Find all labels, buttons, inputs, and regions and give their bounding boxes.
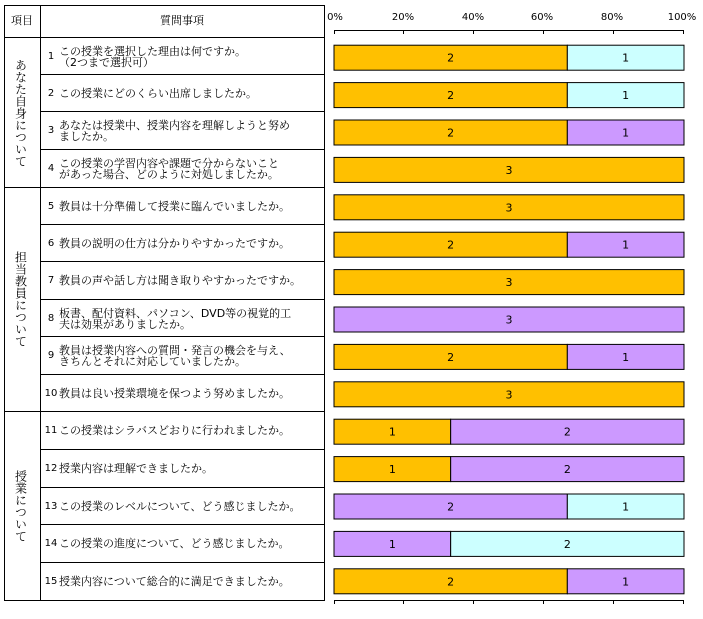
question-number: 2 <box>47 88 55 99</box>
x-tick-label: 20% <box>391 12 415 23</box>
bar-data-label-q2-1: 2 <box>447 89 455 103</box>
bar-data-label-q5-1: 3 <box>505 201 513 215</box>
bar-data-label-q13-1: 2 <box>447 500 455 514</box>
bar-data-label-q11-2: 2 <box>563 425 571 439</box>
bar-data-label-q6-2: 1 <box>622 238 630 252</box>
question-number: 11 <box>44 425 58 436</box>
question-number: 9 <box>47 350 55 361</box>
bar-data-label-q9-1: 2 <box>447 350 455 364</box>
question-text: あなたは授業中、授業内容を理解しようと努め ましたか。 <box>59 118 290 143</box>
bar-data-label-q13-2: 1 <box>622 500 630 514</box>
question-text: 教員は良い授業環境を保つよう努めましたか。 <box>59 387 290 400</box>
question-number: 10 <box>44 388 58 399</box>
question-number: 15 <box>44 576 58 587</box>
question-number: 4 <box>47 163 55 174</box>
question-text: 教員は十分準備して授業に臨んでいましたか。 <box>59 200 290 213</box>
question-text: 教員の声や話し方は聞き取りやすかったですか。 <box>59 274 301 287</box>
question-text: 板書、配付資料、パソコン、DVD等の視覚的工 夫は効果がありましたか。 <box>59 306 292 331</box>
question-number: 7 <box>47 275 55 286</box>
bar-data-label-q1-2: 1 <box>622 51 630 65</box>
bar-data-label-q12-1: 1 <box>388 463 396 477</box>
bar-data-label-q1-1: 2 <box>447 51 455 65</box>
question-number: 5 <box>47 201 55 212</box>
question-number: 8 <box>47 313 55 324</box>
category-label-teacher: 担当教員について <box>13 251 28 347</box>
question-text: 授業内容は理解できましたか。 <box>59 462 213 475</box>
question-text: この授業を選択した理由は何ですか。 （2つまで選択可） <box>59 44 246 69</box>
question-text: この授業はシラバスどおりに行われましたか。 <box>59 424 290 437</box>
bar-data-label-q2-2: 1 <box>622 89 630 103</box>
x-tick-label: 100% <box>667 12 697 23</box>
bar-data-label-q9-2: 1 <box>622 350 630 364</box>
header-category: 項目 <box>11 14 33 27</box>
question-number: 3 <box>47 125 55 136</box>
question-number: 13 <box>44 501 58 512</box>
category-label-self: あなた自身について <box>13 58 28 167</box>
x-tick-label: 80% <box>600 12 624 23</box>
x-tick-label: 0% <box>327 12 343 23</box>
bar-data-label-q12-2: 2 <box>563 463 571 477</box>
bar-data-label-q15-2: 1 <box>622 575 630 589</box>
question-text: この授業の学習内容や課題で分からないこと があった場合、どのように対処しましたか。 <box>59 156 279 181</box>
bar-data-label-q3-2: 1 <box>622 126 630 140</box>
bar-data-label-q10-1: 3 <box>505 388 513 402</box>
x-tick-label: 60% <box>530 12 554 23</box>
question-number: 14 <box>44 538 58 549</box>
question-number: 12 <box>44 463 58 474</box>
question-number: 6 <box>47 238 55 249</box>
question-text: 教員の説明の仕方は分かりやすかったですか。 <box>59 237 290 250</box>
bar-data-label-q6-1: 2 <box>447 238 455 252</box>
bar-data-label-q3-1: 2 <box>447 126 455 140</box>
header-question: 質問事項 <box>160 14 204 27</box>
bar-data-label-q15-1: 2 <box>447 575 455 589</box>
x-tick-label: 40% <box>461 12 485 23</box>
question-text: 教員は授業内容への質問・発言の機会を与え、 きちんとそれに対応していましたか。 <box>59 343 291 368</box>
bar-data-label-q7-1: 3 <box>505 276 513 290</box>
question-number: 1 <box>47 51 55 62</box>
bar-data-label-q4-1: 3 <box>505 163 513 177</box>
bar-data-label-q11-1: 1 <box>388 425 396 439</box>
question-text: 授業内容について総合的に満足できましたか。 <box>59 575 290 588</box>
question-text: この授業の進度について、どう感じましたか。 <box>59 537 290 550</box>
bar-data-label-q8-1: 3 <box>505 313 513 327</box>
bar-data-label-q14-2: 2 <box>563 537 571 551</box>
question-text: この授業のレベルについて、どう感じましたか。 <box>59 500 301 513</box>
bar-data-label-q14-1: 1 <box>388 537 396 551</box>
category-label-class: 授業について <box>13 470 28 542</box>
question-text: この授業にどのくらい出席しましたか。 <box>59 87 257 100</box>
